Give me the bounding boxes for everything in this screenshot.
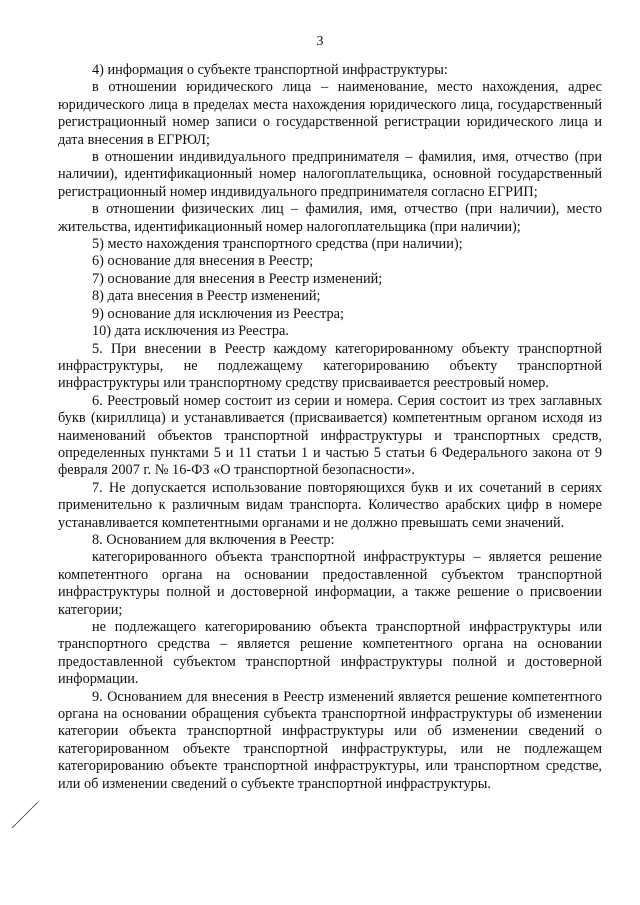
list-item-10: 10) дата исключения из Реестра. bbox=[92, 323, 289, 340]
clause-8-not-categorized: не подлежащего категорированию объекта транспортной инфраструктуры или транспортного средства – является решение компетентного органа на основании предоставленной субъектом транспортной инфраструктуры полной и достоверной информации. bbox=[58, 619, 602, 688]
clause-9: 9. Основанием для внесения в Реестр изменений является решение компетентного органа на основании обращения субъекта транспортной инфраструктуры об изменении категории объекта транспортной инфраструктуры или об изменении сведений о категорированном объекте транспортной инфраструктуры, или не подлежащем категорированию объекте транспортной инфраструктуры, или транспортном средстве, или об изменении сведений о субъекте транспортной инфраструктуры. bbox=[58, 688, 602, 792]
list-item-7: 7) основание для внесения в Реестр изменений; bbox=[92, 270, 383, 287]
list-item-9: 9) основание для исключения из Реестра; bbox=[92, 305, 344, 322]
list-item-6: 6) основание для внесения в Реестр; bbox=[92, 253, 314, 270]
document-body bbox=[58, 62, 602, 793]
clause-6: 6. Реестровый номер состоит из серии и номера. Серия состоит из трех заглавных букв (кириллица) и устанавливается (присваивается) компетентным органом исходя из наименований объектов транспортной инфраструктуры и транспортных средств, определенных пунктами 5 и 11 статьи 1 и частью 5 статьи 6 Федерального закона от 9 февраля 2007 г. № 16-ФЗ «О транспортной безопасности». bbox=[58, 392, 602, 479]
page-number: 3 bbox=[316, 34, 324, 49]
clause-5: 5. При внесении в Реестр каждому категорированному объекту транспортной инфраструктуры, не подлежащему категорированию объекту транспортной инфраструктуры или транспортному средству присваивается реестровый номер. bbox=[58, 340, 602, 392]
list-item-5: 5) место нахождения транспортного средства (при наличии); bbox=[92, 236, 463, 253]
paragraph-individual-entrepreneur: в отношении индивидуального предпринимателя – фамилия, имя, отчество (при наличии), идентификационный номер налогоплательщика, основной государственный регистрационный номер индивидуального предпринимателя согласно ЕГРИП; bbox=[58, 149, 602, 200]
paragraph-legal-entity: в отношении юридического лица – наименование, место нахождения, адрес юридического лица в пределах места нахождения юридического лица, государственный регистрационный номер записи о государственной регистрации юридического лица и дата внесения в ЕГРЮЛ; bbox=[58, 79, 602, 148]
pen-stroke-mark bbox=[10, 800, 40, 830]
paragraph-individuals: в отношении физических лиц – фамилия, имя, отчество (при наличии), место жительства, идентификационный номер налогоплательщика (при наличии); bbox=[58, 201, 602, 235]
clause-7: 7. Не допускается использование повторяющихся букв и их сочетаний в сериях применительно к различным видам транспорта. Количество арабских цифр в номере устанавливается компетентными органами и не должно превышать семи значений. bbox=[58, 479, 602, 531]
paragraph-subject-info: 4) информация о субъекте транспортной инфраструктуры: bbox=[92, 62, 448, 78]
clause-8-categorized: категорированного объекта транспортной инфраструктуры – является решение компетентного органа на основании предоставленной субъектом транспортной инфраструктуры полной и достоверной информации, а также решение о присвоении категории; bbox=[58, 549, 602, 618]
clause-8: 8. Основанием для включения в Реестр: bbox=[92, 531, 335, 548]
list-item-8: 8) дата внесения в Реестр изменений; bbox=[92, 288, 321, 305]
